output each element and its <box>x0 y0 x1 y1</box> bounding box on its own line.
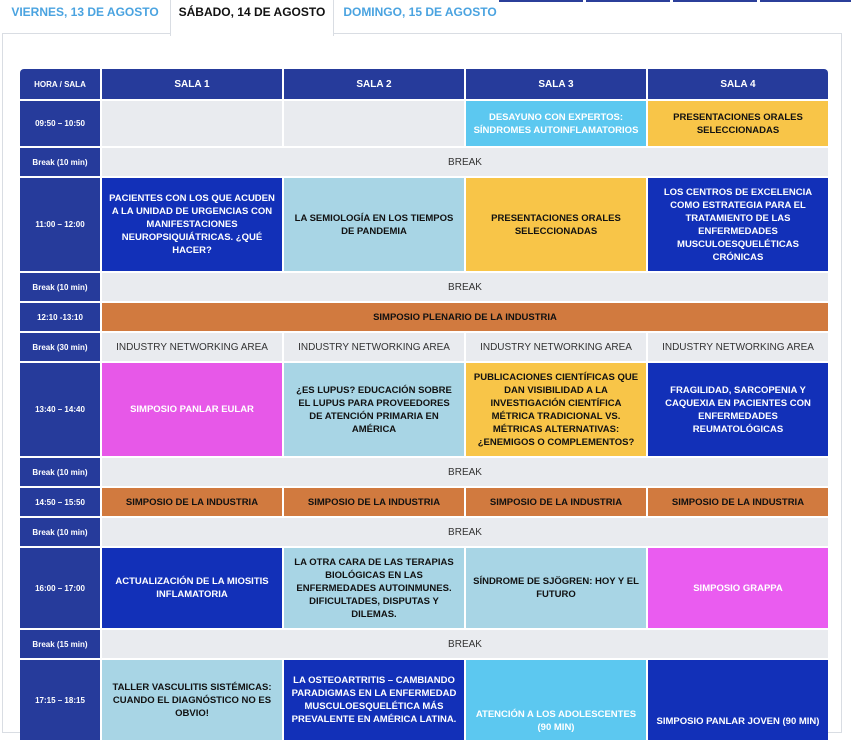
networking-area: INDUSTRY NETWORKING AREA <box>466 333 646 361</box>
session-cell[interactable]: SÍNDROME DE SJÖGREN: HOY Y EL FUTURO <box>466 548 646 628</box>
session-cell[interactable]: ¿ES LUPUS? EDUCACIÓN SOBRE EL LUPUS PARA PROVEEDORES DE ATENCIÓN PRIMARIA EN AMÉRICA <box>284 363 464 456</box>
time-slot: 14:50 – 15:50 <box>20 488 100 516</box>
break-time: Break (10 min) <box>20 273 100 301</box>
industry-session[interactable]: SIMPOSIO DE LA INDUSTRIA <box>648 488 828 516</box>
session-cell[interactable]: PUBLICACIONES CIENTÍFICAS QUE DAN VISIBILIDAD A LA INVESTIGACIÓN CIENTÍFICA MÉTRICA TRADICIONAL VS. MÉTRICAS ALTERNATIVAS: ¿ENEMIGOS O COMPLEMENTOS? <box>466 363 646 456</box>
session-cell[interactable]: LA OSTEOARTRITIS – CAMBIANDO PARADIGMAS EN LA ENFERMEDAD MUSCULOESQUELÉTICA MÁS PREVALENTE EN AMÉRICA LATINA. <box>284 660 464 740</box>
break-time: Break (10 min) <box>20 518 100 546</box>
session-cell[interactable]: SIMPOSIO PANLAR EULAR <box>102 363 282 456</box>
session-cell[interactable]: ACTUALIZACIÓN DE LA MIOSITIS INFLAMATORIA <box>102 548 282 628</box>
tab-rule <box>499 0 583 2</box>
tab-domingo[interactable]: DOMINGO, 15 DE AGOSTO <box>343 5 497 19</box>
header-hora-sala: HORA / SALA <box>20 69 100 99</box>
session-cell[interactable]: ATENCIÓN A LOS ADOLESCENTES (90 MIN) <box>466 660 646 740</box>
session-cell[interactable]: PACIENTES CON LOS QUE ACUDEN A LA UNIDAD DE URGENCIAS CON MANIFESTACIONES NEUROPSIQUIÁTRICAS. ¿QUÉ HACER? <box>102 178 282 271</box>
tab-sabado[interactable]: SÁBADO, 14 DE AGOSTO <box>170 0 334 36</box>
time-slot: 11:00 – 12:00 <box>20 178 100 271</box>
networking-area: INDUSTRY NETWORKING AREA <box>648 333 828 361</box>
break-time: Break (10 min) <box>20 458 100 486</box>
tab-viernes[interactable]: VIERNES, 13 DE AGOSTO <box>11 5 159 19</box>
tab-rule <box>586 0 670 2</box>
break-time: Break (10 min) <box>20 148 100 176</box>
time-slot: 13:40 – 14:40 <box>20 363 100 456</box>
industry-session[interactable]: SIMPOSIO DE LA INDUSTRIA <box>102 488 282 516</box>
tab-rule <box>760 0 851 2</box>
networking-area: INDUSTRY NETWORKING AREA <box>102 333 282 361</box>
header-sala-4: SALA 4 <box>648 69 828 99</box>
day-tabs <box>0 0 851 34</box>
time-slot: 12:10 -13:10 <box>20 303 100 331</box>
time-slot: 16:00 – 17:00 <box>20 548 100 628</box>
break-time: Break (30 min) <box>20 333 100 361</box>
schedule-grid <box>20 69 824 740</box>
session-cell[interactable]: SIMPOSIO GRAPPA <box>648 548 828 628</box>
break-row: BREAK <box>102 273 828 301</box>
networking-area: INDUSTRY NETWORKING AREA <box>284 333 464 361</box>
header-sala-3: SALA 3 <box>466 69 646 99</box>
industry-session[interactable]: SIMPOSIO DE LA INDUSTRIA <box>466 488 646 516</box>
header-sala-2: SALA 2 <box>284 69 464 99</box>
session-cell[interactable]: DESAYUNO CON EXPERTOS: SÍNDROMES AUTOINFLAMATORIOS <box>466 101 646 146</box>
session-cell[interactable]: PRESENTACIONES ORALES SELECCIONADAS <box>648 101 828 146</box>
break-time: Break (15 min) <box>20 630 100 658</box>
session-cell[interactable]: LA OTRA CARA DE LAS TERAPIAS BIOLÓGICAS EN LAS ENFERMEDADES AUTOINMUNES. DIFICULTADES, DISPUTAS Y DILEMAS. <box>284 548 464 628</box>
session-cell[interactable]: SIMPOSIO PANLAR JOVEN (90 MIN) <box>648 660 828 740</box>
session-cell[interactable]: TALLER VASCULITIS SISTÉMICAS: CUANDO EL DIAGNÓSTICO NO ES OBVIO! <box>102 660 282 740</box>
break-row: BREAK <box>102 458 828 486</box>
industry-session[interactable]: SIMPOSIO DE LA INDUSTRIA <box>284 488 464 516</box>
tab-rule <box>673 0 757 2</box>
session-cell[interactable]: LOS CENTROS DE EXCELENCIA COMO ESTRATEGIA PARA EL TRATAMIENTO DE LAS ENFERMEDADES MUSCULOESQUELÉTICAS CRÓNICAS <box>648 178 828 271</box>
empty-slot <box>102 101 282 146</box>
break-row: BREAK <box>102 148 828 176</box>
session-cell[interactable]: PRESENTACIONES ORALES SELECCIONADAS <box>466 178 646 271</box>
plenary-session[interactable]: SIMPOSIO PLENARIO DE LA INDUSTRIA <box>102 303 828 331</box>
break-row: BREAK <box>102 630 828 658</box>
time-slot: 17:15 – 18:15 <box>20 660 100 740</box>
session-cell[interactable]: LA SEMIOLOGÍA EN LOS TIEMPOS DE PANDEMIA <box>284 178 464 271</box>
session-cell[interactable]: FRAGILIDAD, SARCOPENIA Y CAQUEXIA EN PACIENTES CON ENFERMEDADES REUMATOLÓGICAS <box>648 363 828 456</box>
header-sala-1: SALA 1 <box>102 69 282 99</box>
empty-slot <box>284 101 464 146</box>
break-row: BREAK <box>102 518 828 546</box>
time-slot: 09:50 – 10:50 <box>20 101 100 146</box>
